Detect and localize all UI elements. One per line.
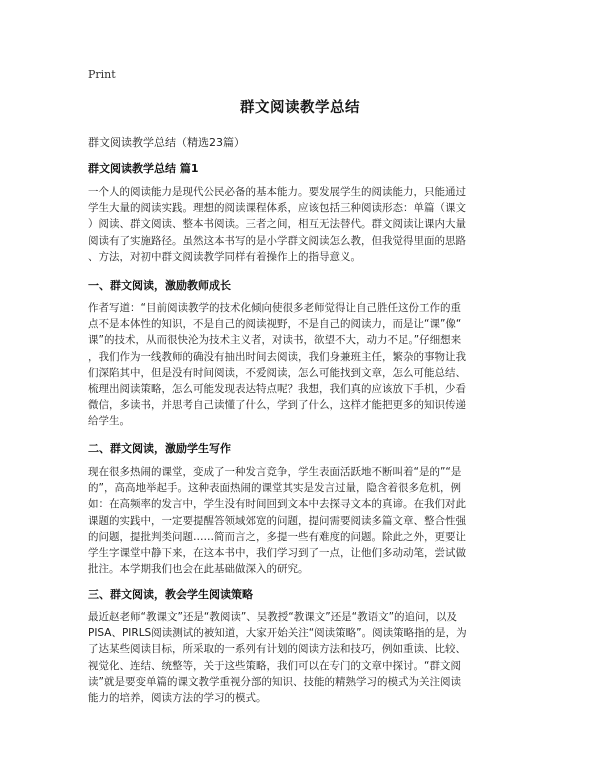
text-line: 如：在高频率的发言中，学生没有时间回到文本中去探寻文本的真谛。在我们对此 (88, 498, 466, 511)
text-line: 点不是本体性的知识，不是自己的阅读视野，不是自己的阅读力，而是让“课”像“ (88, 318, 462, 331)
text-line: 学生字课堂中静下来，在这本书中，我们学习到了一点，让他们多动动笔，尝试做 (88, 547, 466, 560)
text-line: 作者写道：“目前阅读教学的技术化倾向使很多老师觉得让自己胜任这份工作的重 (88, 302, 461, 314)
text-line: 了达某些阅读目标，所采取的一系列有计划的阅读方法和技巧，例如重读、比较、 (88, 643, 466, 656)
text-line: 视觉化、连结、统整等，关于这些策略，我们可以在专门的文章中探讨。“群文阅 (88, 659, 461, 672)
text-line: 给学生。 (88, 415, 130, 428)
section-heading-1: 一、群文阅读，激励教师成长 (88, 279, 231, 292)
text-line: 能力的培养，阅读方法的学习的模式。 (88, 692, 267, 705)
text-line: 课题的实践中，一定要提醒答领域郊宽的问题，提问需要阅读多篇文章、整合性强 (88, 514, 466, 527)
text-line: ，我们作为一线教师的确没有抽出时间去阅读，我们身兼班主任，繁杂的事物让我 (88, 350, 466, 363)
page-title: 群文阅读教学总结 (240, 100, 360, 116)
text-line: 微信，多读书，并思考自己读懂了什么，学到了什么，这样才能把更多的知识传递 (88, 399, 466, 412)
text-line: 的问题，提批判类问题……简而言之，多提一些有难度的问题。除此之外，更要让 (88, 530, 466, 543)
text-line: PISA、PIRLS阅读测试的被知道，大家开始关注“阅读策略”。阅读策略指的是，为 (88, 627, 467, 640)
text-line: 的”，高高地举起手。这种表面热闹的课堂其实是发言过量，隐含着很多危机，例 (88, 482, 461, 495)
text-line: 阅读有了实施路径。虽然这本书写的是小学群文阅读怎么教，但我觉得里面的思路 (88, 234, 466, 247)
text-line: 课”的技术，从而很快沦为技术主义者，对读书，欲望不大，动力不足。”仔细想来 (88, 334, 462, 347)
text-line: ）阅读、群文阅读、整本书阅读。三者之间，相互无法替代。群文阅读让课内大量 (88, 218, 466, 231)
text-line: 们深陷其中，但是没有时间阅读，不爱阅读，怎么可能找到文章，怎么可能总结、 (88, 366, 466, 379)
article-heading: 群文阅读教学总结 篇1 (88, 162, 199, 175)
text-line: 梳理出阅读策略，怎么可能发现表达特点呢？我想，我们真的应该放下手机，少看 (88, 383, 466, 396)
text-line: 、方法，对初中群文阅读教学同样有着操作上的指导意义。 (88, 250, 361, 263)
text-line: 学生大量的阅读实践。理想的阅读课程体系，应该包括三种阅读形态：单篇（课文 (88, 202, 466, 215)
print-link[interactable]: Print (88, 68, 116, 81)
paragraph-intro (88, 184, 516, 265)
paragraph-section-1 (88, 300, 516, 430)
text-line: 一个人的阅读能力是现代公民必备的基本能力。要发展学生的阅读能力，只能通过 (88, 186, 466, 198)
section-heading-2: 二、群文阅读，激励学生写作 (88, 442, 231, 455)
paragraph-section-2 (88, 464, 516, 577)
document-subtitle: 群文阅读教学总结（精选23篇） (88, 136, 245, 149)
section-heading-3: 三、群文阅读，教会学生阅读策略 (88, 588, 253, 601)
text-line: 最近赵老师“教课文”还是“教阅读”、吴教授“教课文”还是“教语文”的追问，以及 (88, 611, 458, 623)
text-line: 读”就是要变单篇的课文教学重视分部的知识、技能的精熟学习的模式为关注阅读 (88, 675, 461, 688)
text-line: 现在很多热闹的课堂，变成了一种发言竞争，学生表面活跃地不断叫着“是的”“是 (88, 466, 462, 478)
text-line: 批注。本学期我们也会在此基础做深入的研究。 (88, 563, 309, 576)
paragraph-section-3 (88, 609, 516, 706)
